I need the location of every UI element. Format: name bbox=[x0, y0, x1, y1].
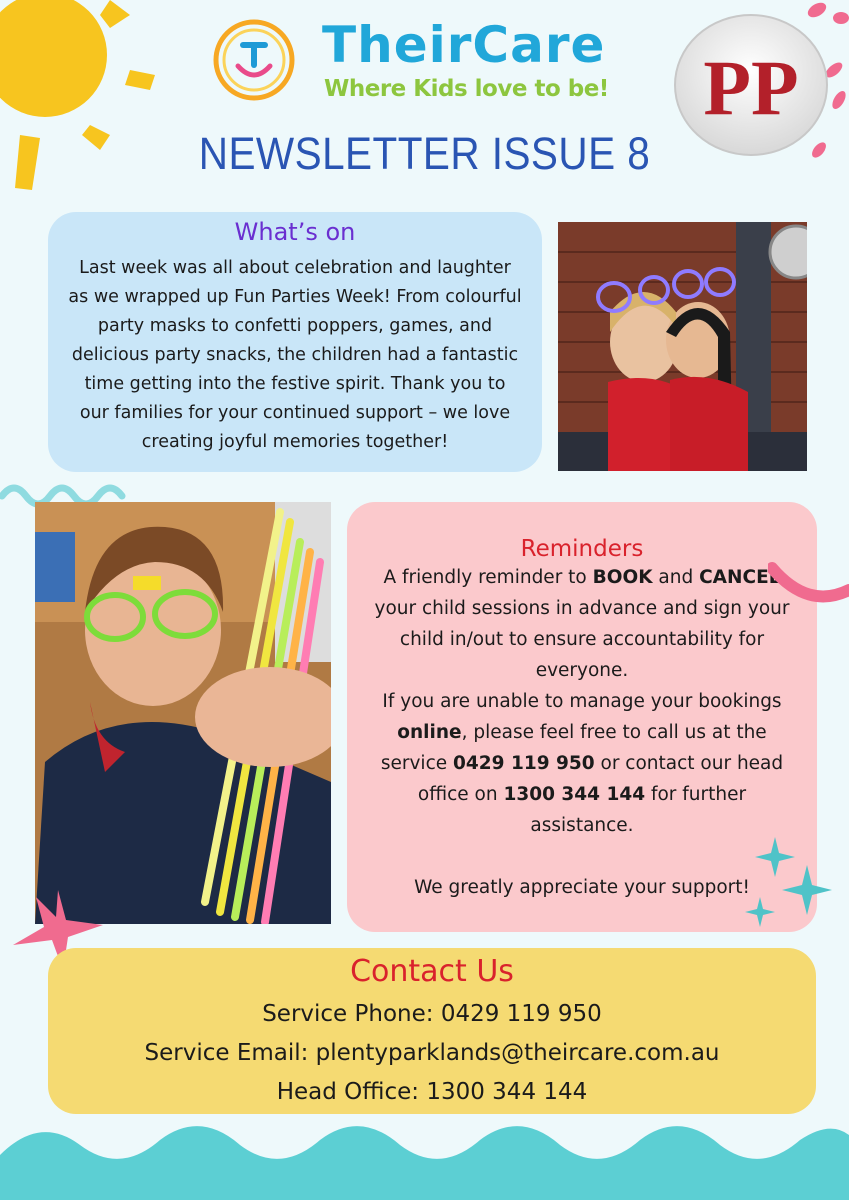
reminders-text: for further assistance. bbox=[530, 784, 747, 836]
reminders-text: A friendly reminder to bbox=[383, 567, 593, 588]
service-phone: Service Phone: 0429 119 950 bbox=[262, 1001, 602, 1027]
bottom-wave-decoration bbox=[0, 1115, 849, 1200]
reminders-heading: Reminders bbox=[520, 536, 644, 562]
whats-on-section bbox=[48, 212, 542, 472]
pink-arc-decoration bbox=[768, 560, 849, 610]
brand-name: TheirCare bbox=[322, 16, 606, 74]
reminders-emphasis-online: online bbox=[397, 722, 462, 743]
contact-lines bbox=[48, 995, 816, 1112]
reminders-paragraph-2 bbox=[369, 686, 795, 841]
whats-on-heading: What’s on bbox=[234, 218, 356, 246]
photo-two-girls bbox=[558, 222, 807, 471]
reminders-emphasis-cancel: CANCEL bbox=[699, 567, 781, 588]
photo-boy-glowsticks bbox=[35, 502, 331, 924]
newsletter-title: NEWSLETTER ISSUE 8 bbox=[198, 128, 651, 179]
reminders-office-phone: 1300 344 144 bbox=[503, 784, 646, 805]
reminders-text: and bbox=[652, 567, 700, 588]
school-logo-text: PP bbox=[703, 44, 799, 131]
reminders-text: or contact our head office on bbox=[417, 753, 784, 805]
reminders-service-phone: 0429 119 950 bbox=[453, 753, 595, 774]
reminders-text: your child sessions in advance and sign your child in/out to ensure accountability for everyone. bbox=[374, 598, 790, 681]
contact-section bbox=[48, 948, 816, 1114]
reminders-text: , please feel free to call us at the service bbox=[380, 722, 767, 774]
contact-heading: Contact Us bbox=[350, 954, 514, 989]
reminders-emphasis-book: BOOK bbox=[592, 567, 653, 588]
theircare-logo bbox=[212, 18, 612, 108]
reminders-closing: We greatly appreciate your support! bbox=[414, 877, 750, 898]
whats-on-body: Last week was all about celebration and laughter as we wrapped up Fun Parties Week! From colourful party masks to confetti poppers, games, and delicious party snacks, the children had a fantastic time getting into the festive spirit. Thank you to our families for your continued support – we love creating joyful memories together! bbox=[68, 258, 522, 452]
head-office-phone: Head Office: 1300 344 144 bbox=[276, 1079, 588, 1105]
brand-tagline: Where Kids love to be! bbox=[324, 76, 609, 102]
reminders-text: If you are unable to manage your bookings bbox=[382, 691, 782, 712]
smiley-logo-icon bbox=[212, 18, 296, 102]
sparkle-icon bbox=[745, 835, 840, 945]
service-email: Service Email: plentyparklands@theircare.com.au bbox=[144, 1040, 720, 1066]
reminders-paragraph-1 bbox=[369, 562, 795, 686]
